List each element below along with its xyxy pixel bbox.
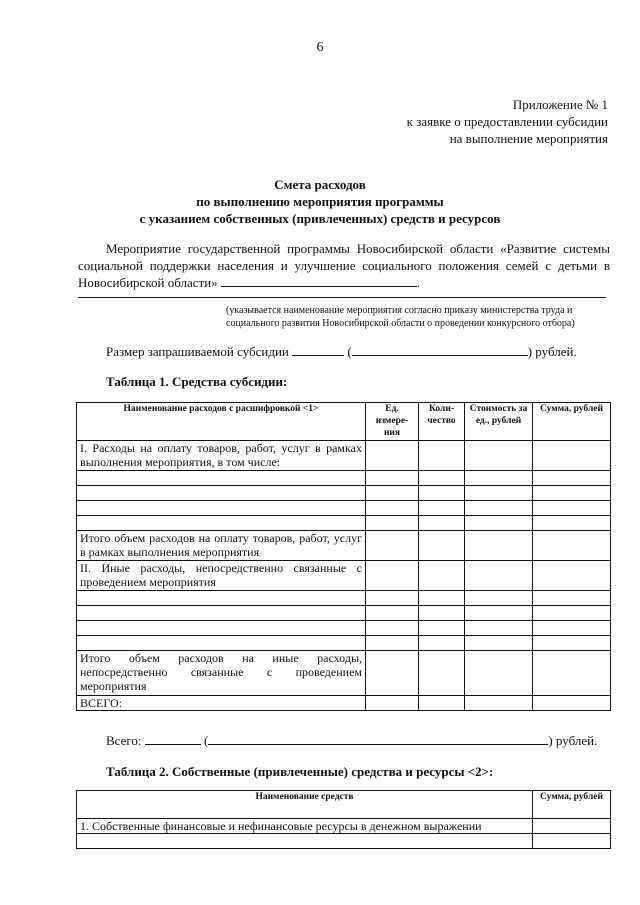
cell-sum[interactable] bbox=[533, 561, 611, 591]
divider-line bbox=[78, 297, 606, 298]
cell-price[interactable] bbox=[465, 696, 533, 711]
col-header-sum: Сумма, рублей bbox=[533, 791, 611, 819]
table-row bbox=[77, 819, 611, 834]
row-label[interactable] bbox=[77, 471, 366, 486]
document-title bbox=[0, 176, 640, 227]
cell-price[interactable] bbox=[465, 636, 533, 651]
row-label[interactable] bbox=[77, 621, 366, 636]
cell-price[interactable] bbox=[465, 471, 533, 486]
total-words-field[interactable] bbox=[208, 732, 548, 745]
own-resources-table bbox=[76, 790, 611, 849]
cell-qty[interactable] bbox=[419, 621, 465, 636]
col-header-unit: Ед. измере-ния bbox=[366, 403, 419, 441]
intro-paragraph bbox=[78, 240, 610, 291]
cell-sum[interactable] bbox=[533, 819, 611, 834]
subsidy-amount-row bbox=[106, 343, 610, 360]
cell-sum[interactable] bbox=[533, 501, 611, 516]
title-line-2: по выполнению мероприятия программы bbox=[196, 194, 444, 209]
cell-unit[interactable] bbox=[366, 696, 419, 711]
appendix-line-3: на выполнение мероприятия bbox=[449, 131, 608, 146]
table2-title: Таблица 2. Собственные (привлеченные) средства и ресурсы <2>: bbox=[106, 764, 494, 779]
note-line-2: социального развития Новосибирской области о проведении конкурсного отбора) bbox=[226, 318, 575, 329]
subsidy-words-field[interactable] bbox=[352, 343, 528, 356]
cell-unit[interactable] bbox=[366, 651, 419, 696]
table-row bbox=[77, 471, 611, 486]
title-line-3: с указанием собственных (привлеченных) средств и ресурсов bbox=[139, 211, 501, 226]
cell-unit[interactable] bbox=[366, 591, 419, 606]
col-header-price: Стоимость за ед., рублей bbox=[465, 403, 533, 441]
cell-qty[interactable] bbox=[419, 471, 465, 486]
col-header-name: Наименование расходов с расшифровкой <1> bbox=[77, 403, 366, 441]
cell-qty[interactable] bbox=[419, 441, 465, 471]
table-row bbox=[77, 651, 611, 696]
intro-end: . bbox=[416, 275, 421, 290]
cell-unit[interactable] bbox=[366, 441, 419, 471]
cell-sum[interactable] bbox=[533, 696, 611, 711]
page-number: 6 bbox=[316, 40, 324, 55]
col-header-name: Наименование средств bbox=[77, 791, 533, 819]
cell-sum[interactable] bbox=[533, 606, 611, 621]
cell-sum[interactable] bbox=[533, 441, 611, 471]
cell-unit[interactable] bbox=[366, 501, 419, 516]
cell-sum[interactable] bbox=[533, 651, 611, 696]
row-label[interactable] bbox=[77, 834, 533, 849]
total-number-field[interactable] bbox=[145, 732, 201, 745]
table-row bbox=[77, 696, 611, 711]
cell-qty[interactable] bbox=[419, 561, 465, 591]
table-row bbox=[77, 636, 611, 651]
row-label: Итого объем расходов на оплату товаров, работ, услуг в рамках выполнения мероприятия bbox=[77, 531, 366, 561]
row-label: Итого объем расходов на иные расходы, непосредственно связанные с проведением мероприятия bbox=[77, 651, 366, 696]
cell-sum[interactable] bbox=[533, 591, 611, 606]
cell-qty[interactable] bbox=[419, 651, 465, 696]
appendix-line-1: Приложение № 1 bbox=[512, 97, 608, 112]
table-row bbox=[77, 561, 611, 591]
cell-price[interactable] bbox=[465, 621, 533, 636]
table1-title: Таблица 1. Средства субсидии: bbox=[106, 374, 288, 389]
cell-price[interactable] bbox=[465, 516, 533, 531]
appendix-header bbox=[407, 96, 608, 147]
title-line-1: Смета расходов bbox=[274, 177, 366, 192]
table-row bbox=[77, 516, 611, 531]
cell-price[interactable] bbox=[465, 651, 533, 696]
subsidy-open: ( bbox=[347, 344, 352, 359]
cell-price[interactable] bbox=[465, 561, 533, 591]
cell-qty[interactable] bbox=[419, 501, 465, 516]
cell-sum[interactable] bbox=[533, 621, 611, 636]
row-label: 1. Собственные финансовые и нефинансовые ресурсы в денежном выражении bbox=[77, 819, 533, 834]
cell-qty[interactable] bbox=[419, 531, 465, 561]
row-label: I. Расходы на оплату товаров, работ, услуг в рамках выполнения мероприятия, в том числе: bbox=[77, 441, 366, 471]
cell-unit[interactable] bbox=[366, 621, 419, 636]
cell-sum[interactable] bbox=[533, 471, 611, 486]
total-close: ) рублей. bbox=[548, 733, 598, 748]
note-line-1: (указывается наименование мероприятия согласно приказу министерства труда и bbox=[226, 305, 573, 316]
event-name-field[interactable] bbox=[221, 274, 417, 287]
table-row bbox=[77, 441, 611, 471]
cell-unit[interactable] bbox=[366, 561, 419, 591]
table-row bbox=[77, 621, 611, 636]
subsidy-number-field[interactable] bbox=[292, 343, 344, 356]
row-label: ВСЕГО: bbox=[77, 696, 366, 711]
cell-qty[interactable] bbox=[419, 591, 465, 606]
cell-price[interactable] bbox=[465, 441, 533, 471]
cell-price[interactable] bbox=[465, 501, 533, 516]
total-label: Всего: bbox=[106, 733, 142, 748]
cell-price[interactable] bbox=[465, 486, 533, 501]
subsidy-label: Размер запрашиваемой субсидии bbox=[106, 344, 289, 359]
cell-unit[interactable] bbox=[366, 531, 419, 561]
cell-qty[interactable] bbox=[419, 486, 465, 501]
col-header-sum: Сумма, рублей bbox=[533, 403, 611, 441]
table-row bbox=[77, 501, 611, 516]
cell-price[interactable] bbox=[465, 591, 533, 606]
row-label[interactable] bbox=[77, 591, 366, 606]
table-row bbox=[77, 531, 611, 561]
cell-unit[interactable] bbox=[366, 636, 419, 651]
total-open: ( bbox=[204, 733, 209, 748]
intro-text: Мероприятие государственной программы Новосибирской области «Развитие системы социальной поддержки населения и улучшение социального положения семей с детьми в Новосибирской области» bbox=[78, 241, 610, 290]
subsidy-close: ) рублей. bbox=[527, 344, 577, 359]
cell-qty[interactable] bbox=[419, 516, 465, 531]
row-label: II. Иные расходы, непосредственно связанные с проведением мероприятия bbox=[77, 561, 366, 591]
cell-unit[interactable] bbox=[366, 516, 419, 531]
cell-price[interactable] bbox=[465, 606, 533, 621]
cell-sum[interactable] bbox=[533, 486, 611, 501]
subsidy-table bbox=[76, 402, 611, 711]
cell-sum[interactable] bbox=[533, 516, 611, 531]
total-row bbox=[106, 732, 610, 749]
field-note bbox=[226, 304, 610, 330]
cell-unit[interactable] bbox=[366, 606, 419, 621]
cell-sum[interactable] bbox=[533, 531, 611, 561]
table-row bbox=[77, 606, 611, 621]
cell-sum[interactable] bbox=[533, 636, 611, 651]
cell-qty[interactable] bbox=[419, 606, 465, 621]
row-label[interactable] bbox=[77, 501, 366, 516]
row-label[interactable] bbox=[77, 486, 366, 501]
cell-qty[interactable] bbox=[419, 636, 465, 651]
cell-unit[interactable] bbox=[366, 486, 419, 501]
table-row bbox=[77, 486, 611, 501]
appendix-line-2: к заявке о предоставлении субсидии bbox=[406, 114, 608, 129]
cell-price[interactable] bbox=[465, 531, 533, 561]
col-header-qty: Коли-чество bbox=[419, 403, 465, 441]
cell-unit[interactable] bbox=[366, 471, 419, 486]
cell-sum[interactable] bbox=[533, 834, 611, 849]
cell-qty[interactable] bbox=[419, 696, 465, 711]
table-row bbox=[77, 834, 611, 849]
row-label[interactable] bbox=[77, 516, 366, 531]
row-label[interactable] bbox=[77, 636, 366, 651]
table-row bbox=[77, 591, 611, 606]
row-label[interactable] bbox=[77, 606, 366, 621]
